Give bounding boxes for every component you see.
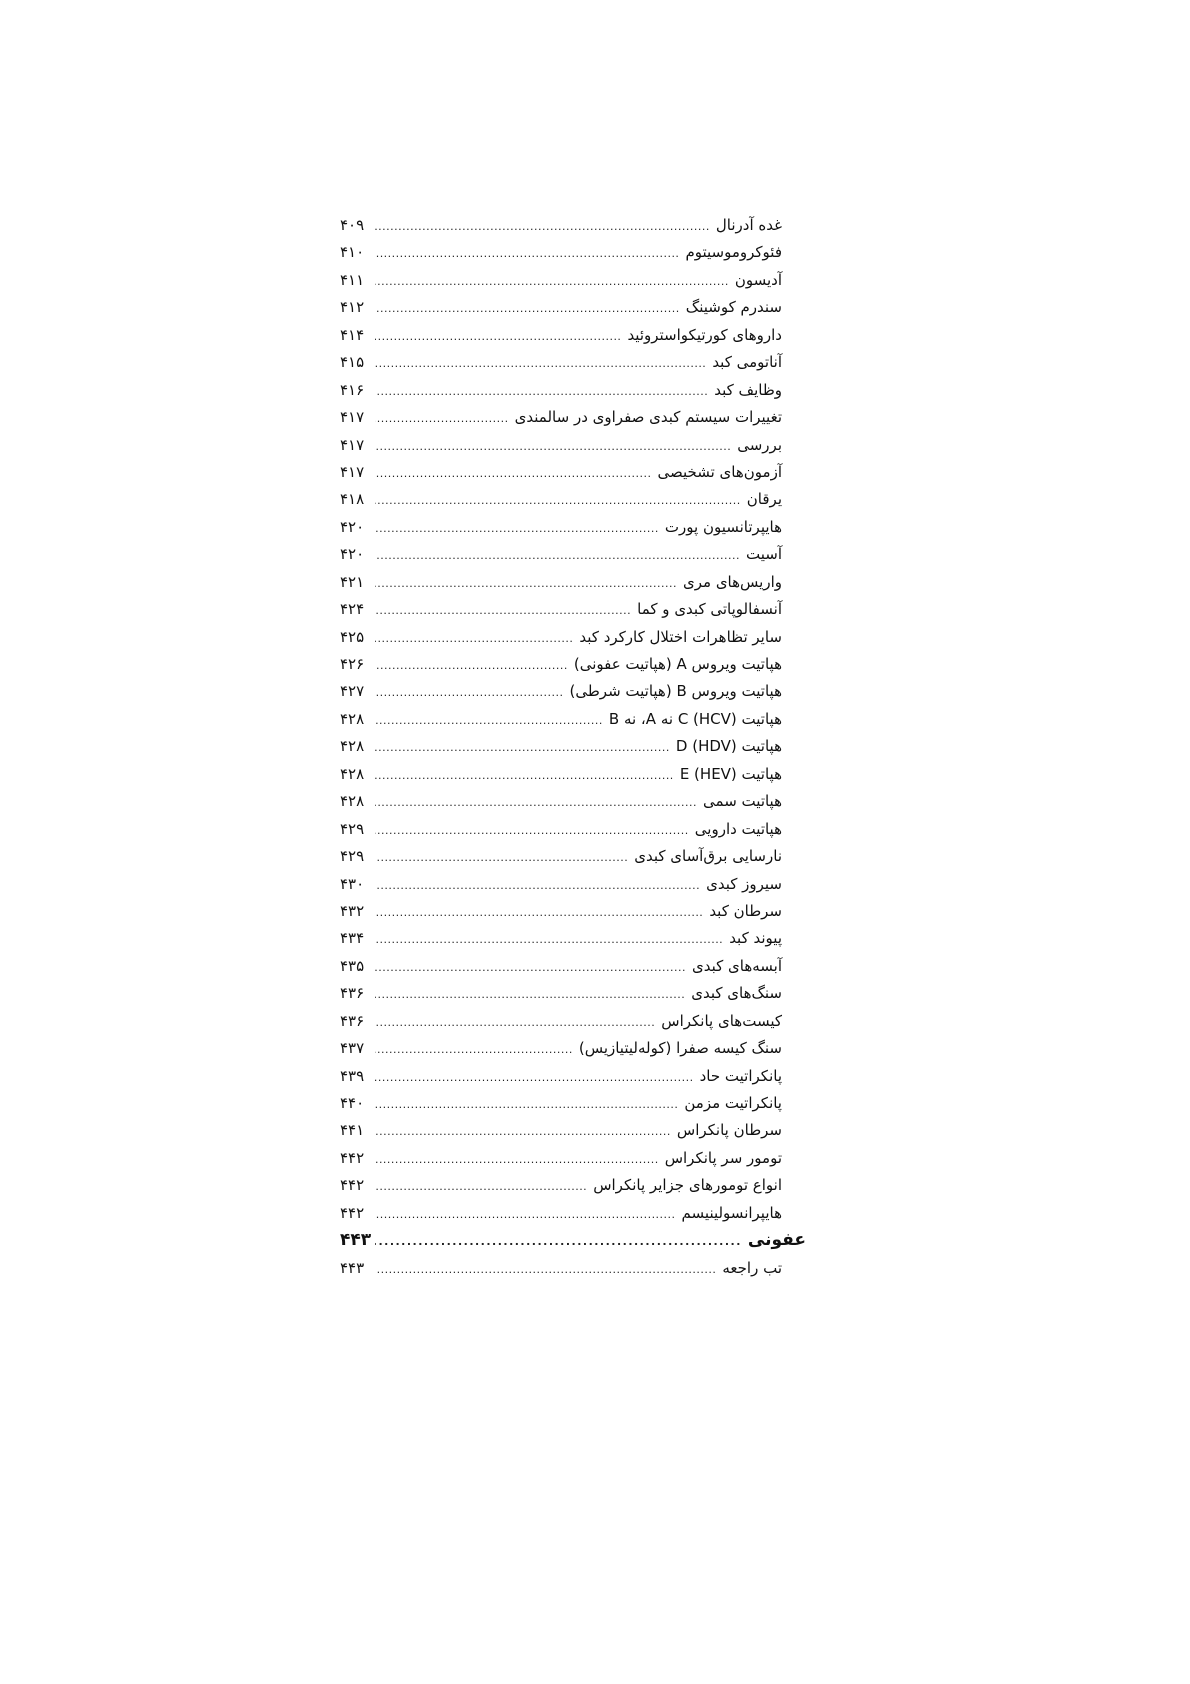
toc-entry[interactable]	[340, 459, 810, 486]
dot-leader	[375, 1173, 587, 1200]
dot-leader	[375, 350, 706, 377]
toc-entry-title: هپاتیت سمی	[703, 792, 782, 811]
toc-entry[interactable]	[340, 624, 810, 651]
toc-entry[interactable]	[340, 733, 810, 760]
toc-entry[interactable]	[340, 432, 810, 459]
toc-entry-page-number: ۴۲۸	[340, 764, 365, 783]
dot-leader	[375, 1201, 676, 1228]
toc-entry[interactable]	[340, 1063, 810, 1090]
dot-leader	[375, 872, 700, 899]
toc-entry-page-number: ۴۲۴	[340, 600, 365, 619]
dot-leader	[375, 1118, 671, 1145]
toc-entry[interactable]	[340, 788, 810, 815]
toc-entry-title: آزمون‌های تشخیصی	[657, 462, 782, 481]
toc-entry-title: هپاتیت دارویی	[694, 819, 782, 838]
toc-entry-title: واریس‌های مری	[683, 572, 782, 591]
dot-leader	[375, 323, 621, 350]
toc-entry-title: یرقان	[746, 490, 782, 509]
toc-entry-title: تومور سر پانکراس	[664, 1148, 782, 1167]
toc-entry-page-number: ۴۴۲	[340, 1148, 365, 1167]
toc-entry-page-number: ۴۲۹	[340, 847, 365, 866]
toc-entry-page-number: ۴۳۴	[340, 929, 365, 948]
dot-leader	[375, 789, 697, 816]
dot-leader	[375, 515, 659, 542]
toc-entry-page-number: ۴۳۲	[340, 901, 365, 920]
toc-entry-title: هایپرانسولینیسم	[681, 1203, 782, 1222]
toc-entry-title: هپاتیت E (HEV)	[679, 764, 782, 783]
toc-entry[interactable]	[340, 843, 810, 870]
toc-entry-title: داروهای کورتیکواستروئید	[627, 325, 782, 344]
toc-entry-title: پانکراتیت مزمن	[684, 1094, 782, 1112]
toc-entry-title: فئوکروموسیتوم	[685, 243, 782, 262]
toc-entry-title: سندرم کوشینگ	[685, 298, 782, 317]
toc-entry-title: سیروز کبدی	[706, 874, 782, 893]
dot-leader	[375, 734, 670, 761]
dot-leader	[375, 652, 568, 679]
toc-entry-title: آدیسون	[734, 270, 782, 289]
dot-leader	[375, 679, 564, 706]
dot-leader	[375, 295, 680, 322]
dot-leader	[375, 433, 731, 460]
toc-entry[interactable]	[340, 871, 810, 898]
toc-entry-title: آسیت	[746, 545, 782, 564]
toc-entry-title: پانکراتیت حاد	[699, 1066, 782, 1085]
toc-section-heading[interactable]	[340, 1227, 810, 1254]
dot-leader	[375, 981, 685, 1008]
toc-entry-title: کیست‌های پانکراس	[661, 1011, 782, 1030]
toc-entry-page-number: ۴۴۳	[340, 1258, 365, 1277]
dot-leader	[375, 625, 573, 652]
dot-leader	[375, 1256, 716, 1283]
toc-entry-page-number: ۴۲۸	[340, 792, 365, 811]
dot-leader	[375, 213, 710, 240]
toc-entry-title: هپاتیت D (HDV)	[675, 737, 782, 756]
toc-entry-title: تب راجعه	[722, 1258, 782, 1277]
toc-entry-page-number: ۴۳۹	[340, 1066, 365, 1085]
toc-entry[interactable]	[340, 980, 810, 1007]
toc-entry-title: آبسه‌های کبدی	[691, 956, 782, 975]
toc-entry-title: سنگ کیسه صفرا (کوله‌لیتیازیس)	[578, 1039, 782, 1058]
toc-entry[interactable]	[340, 1145, 810, 1172]
toc-entry-page-number: ۴۲۹	[340, 819, 365, 838]
toc-entry-title: آنسفالوپاتی کبدی و کما	[637, 600, 782, 619]
toc-entry-title: هایپرتانسیون پورت	[664, 517, 782, 536]
toc-entry-page-number: ۴۲۸	[340, 709, 365, 728]
toc-entry-page-number: ۴۳۷	[340, 1039, 365, 1058]
toc-entry-title: سنگ‌های کبدی	[691, 984, 782, 1003]
toc-entry[interactable]	[340, 1090, 810, 1117]
toc-entry[interactable]	[340, 761, 810, 788]
toc-entry-title: تغییرات سیستم کبدی صفراوی در سالمندی	[514, 408, 782, 427]
toc-entry-page-number: ۴۳۶	[340, 1011, 365, 1030]
toc-entry-page-number: ۴۲۶	[340, 655, 365, 673]
dot-leader	[375, 899, 703, 926]
dot-leader	[375, 707, 603, 734]
toc-entry-title: هپاتیت C (HCV) نه A، نه B	[608, 709, 782, 728]
toc-entry[interactable]	[340, 1200, 810, 1227]
toc-entry-title: سایر تظاهرات اختلال کارکرد کبد	[579, 627, 782, 646]
toc-entry[interactable]	[340, 816, 810, 843]
toc-entry-page-number: ۴۳۶	[340, 984, 365, 1003]
dot-leader	[375, 954, 686, 981]
toc-entry-title: نارسایی برق‌آسای کبدی	[634, 847, 782, 866]
toc-entry[interactable]	[340, 706, 810, 733]
toc-entry-title: آناتومی کبد	[712, 353, 782, 372]
toc-entry[interactable]	[340, 514, 810, 541]
toc-entry[interactable]	[340, 925, 810, 952]
dot-leader	[375, 405, 509, 432]
dot-leader	[375, 487, 741, 514]
toc-entry[interactable]	[340, 212, 810, 239]
toc-entry-page-number: ۴۲۰	[340, 545, 365, 564]
toc-entry-title: غده آدرنال	[715, 216, 782, 234]
dot-leader	[375, 597, 631, 624]
toc-entry-page-number: ۴۲۷	[340, 682, 365, 701]
toc-entry[interactable]	[340, 267, 810, 294]
dot-leader	[375, 460, 652, 487]
toc-entry-page-number: ۴۴۰	[340, 1094, 365, 1112]
toc-entry[interactable]	[340, 322, 810, 349]
dot-leader	[375, 844, 628, 871]
toc-entry-page-number: ۴۲۵	[340, 627, 365, 646]
toc-entry-page-number: ۴۴۱	[340, 1121, 365, 1140]
dot-leader	[375, 817, 689, 844]
toc-entry[interactable]	[340, 1172, 810, 1199]
table-of-contents	[340, 212, 810, 1282]
toc-entry[interactable]	[340, 377, 810, 404]
toc-entry[interactable]	[340, 1008, 810, 1035]
toc-entry-title: سرطان کبد	[709, 901, 782, 920]
dot-leader	[375, 1146, 659, 1173]
toc-entry[interactable]	[340, 1117, 810, 1144]
toc-entry-page-number: ۴۴۳	[340, 1230, 372, 1251]
toc-entry-page-number: ۴۳۵	[340, 956, 365, 975]
dot-leader	[375, 926, 723, 953]
dot-leader	[375, 1228, 742, 1255]
toc-entry-title: پیوند کبد	[729, 929, 782, 948]
toc-entry-page-number: ۴۱۷	[340, 462, 365, 481]
dot-leader	[375, 1064, 694, 1091]
toc-entry-page-number: ۴۱۰	[340, 243, 365, 262]
toc-entry-page-number: ۴۱۲	[340, 298, 365, 317]
toc-entry[interactable]	[340, 404, 810, 431]
dot-leader	[375, 268, 729, 295]
toc-entry-page-number: ۴۰۹	[340, 216, 365, 234]
toc-entry[interactable]	[340, 294, 810, 321]
toc-entry-page-number: ۴۱۵	[340, 353, 365, 372]
toc-entry-page-number: ۴۴۲	[340, 1203, 365, 1222]
toc-entry[interactable]	[340, 651, 810, 678]
toc-entry[interactable]	[340, 239, 810, 266]
dot-leader	[375, 1091, 678, 1118]
toc-entry-title: وظایف کبد	[714, 380, 782, 399]
toc-entry[interactable]	[340, 898, 810, 925]
toc-entry-title: هپاتیت ویروس B (هپاتیت شرطی)	[569, 682, 782, 701]
toc-entry[interactable]	[340, 596, 810, 623]
dot-leader	[375, 378, 708, 405]
toc-entry[interactable]	[340, 1035, 810, 1062]
toc-entry-title: انواع تومورهای جزایر پانکراس	[593, 1176, 782, 1195]
toc-entry-page-number: ۴۱۷	[340, 435, 365, 454]
toc-entry-page-number: ۴۳۰	[340, 874, 365, 893]
toc-entry-title: سرطان پانکراس	[676, 1121, 782, 1140]
toc-entry-title: بررسی	[737, 435, 782, 454]
toc-entry-page-number: ۴۲۸	[340, 737, 365, 756]
toc-entry[interactable]	[340, 678, 810, 705]
dot-leader	[375, 240, 679, 267]
toc-entry[interactable]	[340, 953, 810, 980]
dot-leader	[375, 570, 677, 597]
toc-entry-page-number: ۴۲۰	[340, 517, 365, 536]
toc-entry-title: عفونی	[747, 1230, 806, 1251]
toc-entry[interactable]	[340, 569, 810, 596]
toc-entry-page-number: ۴۱۶	[340, 380, 365, 399]
dot-leader	[375, 1009, 655, 1036]
toc-entry[interactable]	[340, 541, 810, 568]
dot-leader	[375, 762, 674, 789]
toc-entry-page-number: ۴۱۷	[340, 408, 365, 427]
dot-leader	[375, 1036, 573, 1063]
toc-entry[interactable]	[340, 349, 810, 376]
dot-leader	[375, 542, 740, 569]
toc-entry[interactable]	[340, 1255, 810, 1282]
toc-entry-page-number: ۴۱۱	[340, 270, 365, 289]
toc-entry-title: هپاتیت ویروس A (هپاتیت عفونی)	[573, 655, 782, 673]
toc-entry-page-number: ۴۴۲	[340, 1176, 365, 1195]
toc-entry[interactable]	[340, 486, 810, 513]
toc-entry-page-number: ۴۲۱	[340, 572, 365, 591]
toc-entry-page-number: ۴۱۴	[340, 325, 365, 344]
toc-entry-page-number: ۴۱۸	[340, 490, 365, 509]
